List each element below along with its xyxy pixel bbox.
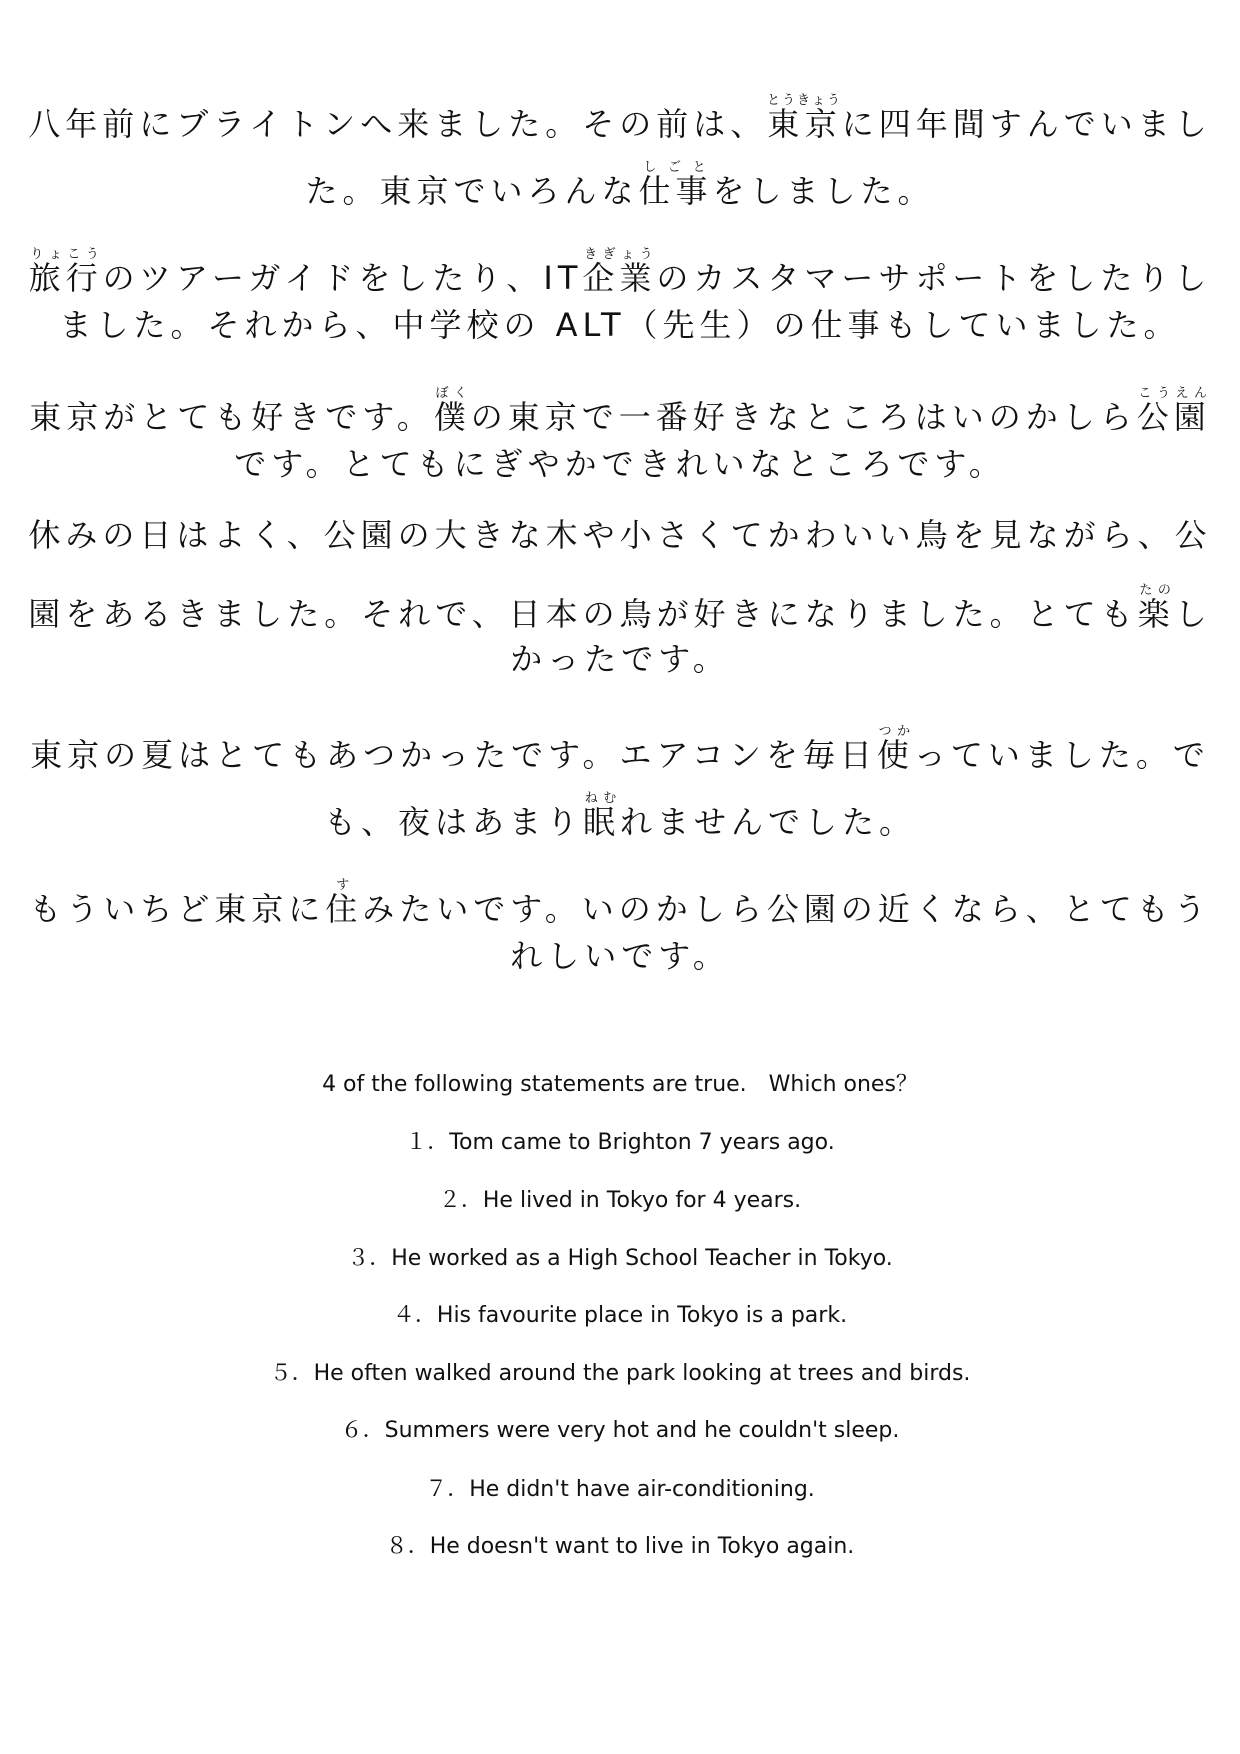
passage-text: 東京がとても好きです。 <box>29 398 434 436</box>
kanji-base: 旅行 <box>28 259 103 297</box>
passage-line <box>0 386 1240 437</box>
passage-text: 東京の夏はとてもあつかったです。エアコンを毎日 <box>30 736 877 774</box>
passage-line <box>0 791 1240 842</box>
furigana-reading: きぎょう <box>582 247 657 262</box>
kanji-base: 楽 <box>1137 595 1175 633</box>
passage-line <box>0 247 1240 298</box>
passage-text: ました。それから、中学校の ALT（先生）の仕事もしていました。 <box>59 306 1181 344</box>
statement-2: ２．He lived in Tokyo for 4 years. <box>438 1188 802 1213</box>
passage-line <box>0 515 1240 555</box>
statement-8: ８．He doesn't want to live in Tokyo again. <box>385 1534 855 1559</box>
furigana-reading: りょこう <box>28 247 103 262</box>
passage-text: れしいです。 <box>510 937 730 975</box>
statement-7: ７．He didn't have air-conditioning. <box>425 1477 815 1502</box>
furigana-reading: す <box>325 878 363 893</box>
passage-text: かったです。 <box>510 640 730 678</box>
kanji-base: 僕 <box>433 398 471 436</box>
passage-line <box>0 583 1240 634</box>
passage-text: た。東京でいろんな <box>305 172 639 210</box>
passage-text: もういちど東京に <box>29 890 326 928</box>
statement-5: ５．He often walked around the park looking at trees and birds. <box>269 1361 971 1386</box>
furigana-word <box>876 724 914 774</box>
passage-line <box>0 160 1240 211</box>
furigana-reading: つか <box>876 724 914 739</box>
passage-text: し <box>1174 595 1212 633</box>
passage-line <box>0 444 1240 484</box>
furigana-word <box>582 791 620 841</box>
passage-text: のツアーガイドをしたり、IT <box>102 259 583 297</box>
statement-6: ６．Summers were very hot and he couldn't sleep. <box>340 1418 900 1443</box>
furigana-reading: しごと <box>638 160 713 175</box>
kanji-base: 住 <box>325 890 363 928</box>
passage-text: 園をあるきました。それで、日本の鳥が好きになりました。とても <box>28 595 1138 633</box>
furigana-reading: とうきょう <box>767 93 843 108</box>
passage-text: のカスタマーサポートをしたりし <box>656 259 1212 297</box>
furigana-reading: ぼく <box>433 386 471 401</box>
passage-text: っていました。で <box>913 736 1210 774</box>
kanji-base: 東京 <box>767 105 843 143</box>
furigana-word <box>1137 583 1175 633</box>
passage-text: 休みの日はよく、公園の大きな木や小さくてかわいい鳥を見ながら、公 <box>28 516 1212 554</box>
kanji-base: 公園 <box>1136 398 1211 436</box>
passage-text: です。とてもにぎやかできれいなところです。 <box>234 445 1006 483</box>
statement-3: ３．He worked as a High School Teacher in Tokyo. <box>347 1246 893 1271</box>
passage-text: の東京で一番好きなところはいのかしら <box>470 398 1137 436</box>
furigana-word <box>433 386 471 436</box>
passage-line <box>0 93 1240 144</box>
passage-line <box>0 936 1240 976</box>
furigana-word <box>1136 386 1211 436</box>
furigana-reading: ねむ <box>582 791 620 806</box>
passage-text: みたいです。いのかしら公園の近くなら、とてもう <box>362 890 1211 928</box>
passage-text: 八年前にブライトンへ来ました。その前は、 <box>28 105 768 143</box>
passage-text: も、夜はあまり <box>323 803 583 841</box>
kanji-base: 使 <box>876 736 914 774</box>
furigana-word <box>28 247 103 297</box>
furigana-reading: こうえん <box>1136 386 1211 401</box>
kanji-base: 仕事 <box>638 172 713 210</box>
statement-1: １．Tom came to Brighton 7 years ago. <box>405 1130 835 1155</box>
passage-line <box>0 305 1240 345</box>
kanji-base: 企業 <box>582 259 657 297</box>
quiz-prompt: 4 of the following statements are true. Which ones？ <box>322 1072 918 1097</box>
passage-line <box>0 639 1240 679</box>
kanji-base: 眠 <box>582 803 620 841</box>
furigana-word <box>582 247 657 297</box>
statement-4: ４．His favourite place in Tokyo is a park. <box>392 1303 848 1328</box>
furigana-word <box>325 878 363 928</box>
furigana-word <box>767 93 843 143</box>
passage-text: れませんでした。 <box>620 803 917 841</box>
furigana-reading: たの <box>1137 583 1175 598</box>
passage-line <box>0 878 1240 929</box>
passage-line <box>0 724 1240 775</box>
passage-text: に四年間すんでいまし <box>841 105 1212 143</box>
furigana-word <box>638 160 713 210</box>
passage-text: をしました。 <box>712 172 935 210</box>
